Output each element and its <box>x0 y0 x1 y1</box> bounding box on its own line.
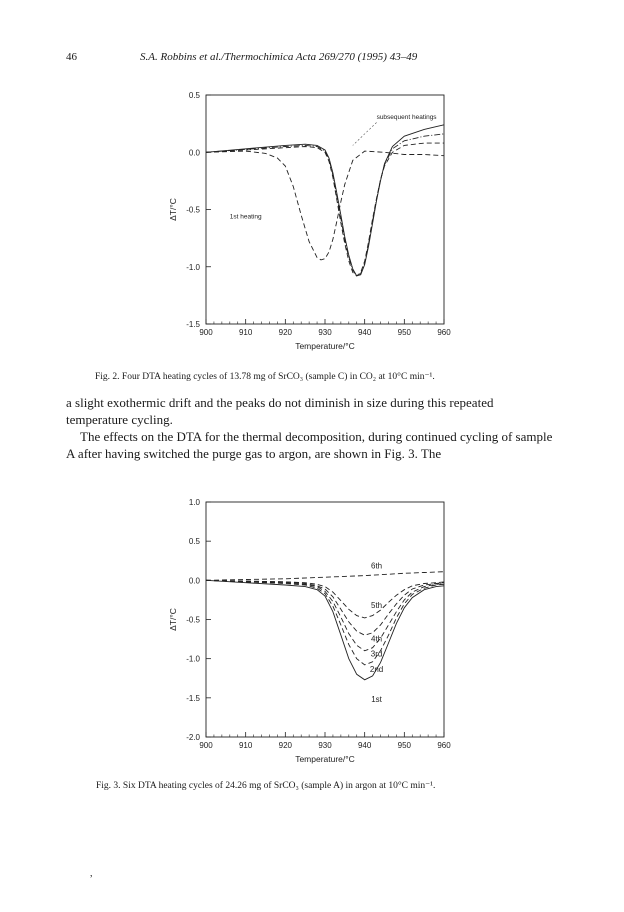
x-tick-label: 940 <box>357 328 372 337</box>
chart-annotation: 1st heating <box>229 213 262 221</box>
x-tick-label: 900 <box>199 741 213 750</box>
y-axis-label: ΔT/°C <box>168 608 178 631</box>
series-label: 2nd <box>369 664 384 674</box>
x-axis-label: Temperature/°C <box>295 341 355 351</box>
series-line-2 <box>206 580 444 665</box>
running-head: S.A. Robbins et al./Thermochimica Acta 269/270 (1995) 43–49 <box>140 51 418 63</box>
x-tick-label: 960 <box>437 741 451 750</box>
y-tick-label: -1.0 <box>186 654 200 664</box>
series-line-3 <box>206 143 444 276</box>
x-tick-label: 940 <box>357 741 372 750</box>
series-line-1 <box>206 125 444 276</box>
series-line-2 <box>206 151 444 260</box>
y-tick-label: 1.0 <box>188 498 200 507</box>
y-tick-label: -1.0 <box>186 262 200 272</box>
plot-frame <box>206 95 444 324</box>
x-tick-label: 920 <box>278 328 293 337</box>
x-tick-label: 960 <box>437 328 451 337</box>
y-tick-label: -0.5 <box>186 615 200 625</box>
body-paragraph-2: The effects on the DTA for the thermal decomposition, during continued cycling of sample A after having switched the purge gas to argon, are shown in Fig. 3. The <box>66 429 553 461</box>
x-tick-label: 900 <box>199 328 213 337</box>
annotation-leader <box>353 122 377 145</box>
body-paragraph-1: a slight exothermic drift and the peaks do not diminish in size during this repeated temperature cycling. <box>66 395 494 427</box>
figure-2-caption: Fig. 2. Four DTA heating cycles of 13.78 mg of SrCO₃ (sample C) in CO₂ at 10°C min⁻¹. <box>95 372 435 382</box>
series-label: 1st <box>371 694 382 704</box>
x-axis-label: Temperature/°C <box>295 754 355 764</box>
y-tick-label: 0.0 <box>188 576 200 586</box>
y-tick-label: 0.0 <box>188 148 200 158</box>
plot-frame <box>206 502 444 737</box>
x-tick-label: 950 <box>397 328 412 337</box>
page-number: 46 <box>66 51 77 63</box>
x-tick-label: 930 <box>318 328 332 337</box>
x-tick-label: 920 <box>278 741 293 750</box>
figure-2-chart <box>0 80 624 370</box>
x-tick-label: 910 <box>238 328 253 337</box>
series-label: 6th <box>371 561 383 571</box>
x-tick-label: 910 <box>238 741 253 750</box>
y-tick-label: -1.5 <box>186 693 200 703</box>
series-label: 3rd <box>370 649 383 659</box>
series-label: 5th <box>371 600 383 610</box>
chart-annotation: subsequent heatings <box>376 114 437 122</box>
series-line-4 <box>206 134 444 276</box>
series-line-6 <box>206 572 444 581</box>
y-tick-label: 0.5 <box>188 537 200 547</box>
x-tick-label: 950 <box>397 741 412 750</box>
figure-3-chart <box>0 490 624 780</box>
series-line-4 <box>206 580 444 635</box>
y-tick-label: -0.5 <box>186 205 200 215</box>
y-tick-label: -1.5 <box>186 320 200 329</box>
y-tick-label: 0.5 <box>188 91 200 100</box>
stray-mark: , <box>90 868 93 879</box>
y-axis-label: ΔT/°C <box>168 198 178 221</box>
series-line-1 <box>206 580 444 680</box>
y-tick-label: -2.0 <box>186 733 200 742</box>
series-line-3 <box>206 580 444 651</box>
figure-3-caption: Fig. 3. Six DTA heating cycles of 24.26 mg of SrCO₃ (sample A) in argon at 10°C min⁻¹. <box>96 781 436 791</box>
x-tick-label: 930 <box>318 741 332 750</box>
series-label: 4th <box>371 634 383 644</box>
